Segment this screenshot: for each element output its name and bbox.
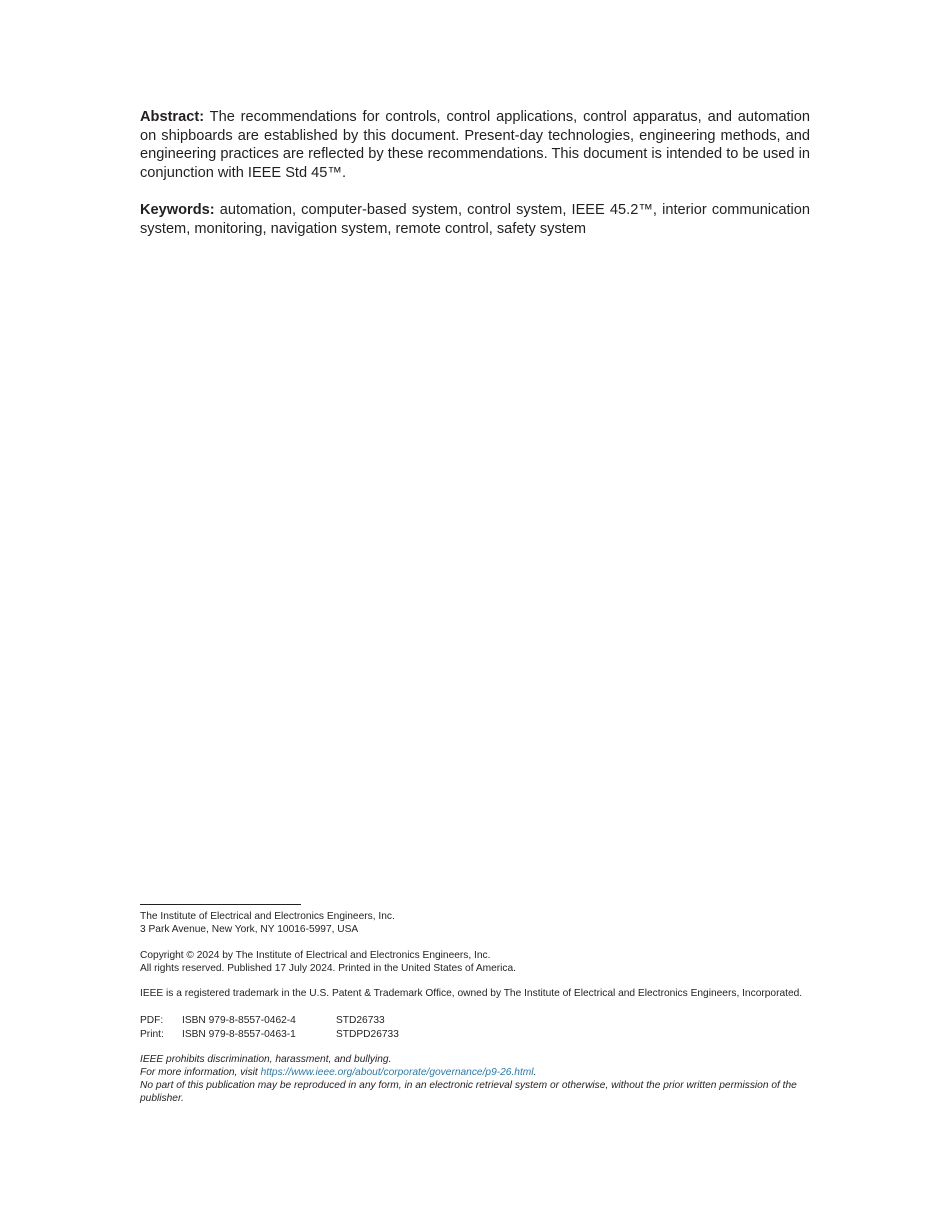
isbn-format-label: PDF:	[140, 1014, 164, 1026]
publisher-name: The Institute of Electrical and Electronics Engineers, Inc.	[140, 911, 395, 922]
trademark-notice: IEEE is a registered trademark in the U.S. Patent & Trademark Office, owned by The Institute of Electrical and Electronics Engineers, Incorporated.	[140, 988, 803, 1000]
publisher-address: 3 Park Avenue, New York, NY 10016-5997, USA	[140, 923, 359, 935]
isbn-row-pdf	[140, 1014, 399, 1028]
more-info-line	[140, 1067, 812, 1080]
publisher-info	[140, 911, 812, 937]
more-info-suffix: .	[533, 1066, 537, 1078]
isbn-number: ISBN 979-8-8557-0462-4	[182, 1014, 296, 1026]
keywords-paragraph	[140, 201, 810, 238]
isbn-number: ISBN 979-8-8557-0463-1	[182, 1028, 296, 1040]
discrimination-policy: IEEE prohibits discrimination, harassment, and bullying.	[140, 1053, 392, 1065]
policy-link[interactable]: https://www.ieee.org/about/corporate/governance/p9-26.html	[260, 1066, 534, 1078]
abstract-section	[140, 108, 810, 239]
isbn-row-print	[140, 1028, 399, 1042]
isbn-table	[140, 1014, 399, 1041]
policy-notice	[140, 1054, 812, 1106]
isbn-std-code: STDPD26733	[336, 1028, 399, 1040]
isbn-std-code: STD26733	[336, 1014, 385, 1026]
isbn-format-label: Print:	[140, 1028, 164, 1040]
copyright-footer	[140, 904, 812, 1118]
abstract-paragraph	[140, 108, 810, 183]
footnote-divider	[140, 904, 301, 905]
keywords-text: automation, computer-based system, control system, IEEE 45.2™, interior communication system, monitoring, navigation system, remote control, safety system	[140, 202, 810, 238]
copyright-notice	[140, 950, 812, 976]
abstract-label: Abstract:	[140, 109, 205, 125]
keywords-label: Keywords:	[140, 202, 215, 219]
more-info-prefix: For more information, visit	[140, 1066, 261, 1078]
rights-line: All rights reserved. Published 17 July 2024. Printed in the United States of America.	[140, 962, 517, 974]
abstract-text: The recommendations for controls, control applications, control apparatus, and automation on shipboards are established by this document. Present-day technologies, engineering methods, and engineering practices are reflected by these recommendations. This document is intended to be used in conjunction with IEEE Std 45™.	[140, 109, 810, 182]
reproduction-notice: No part of this publication may be reproduced in any form, in an electronic retrieval system or otherwise, without the prior written permission of the publisher.	[140, 1079, 797, 1104]
copyright-line: Copyright © 2024 by The Institute of Electrical and Electronics Engineers, Inc.	[140, 949, 491, 961]
